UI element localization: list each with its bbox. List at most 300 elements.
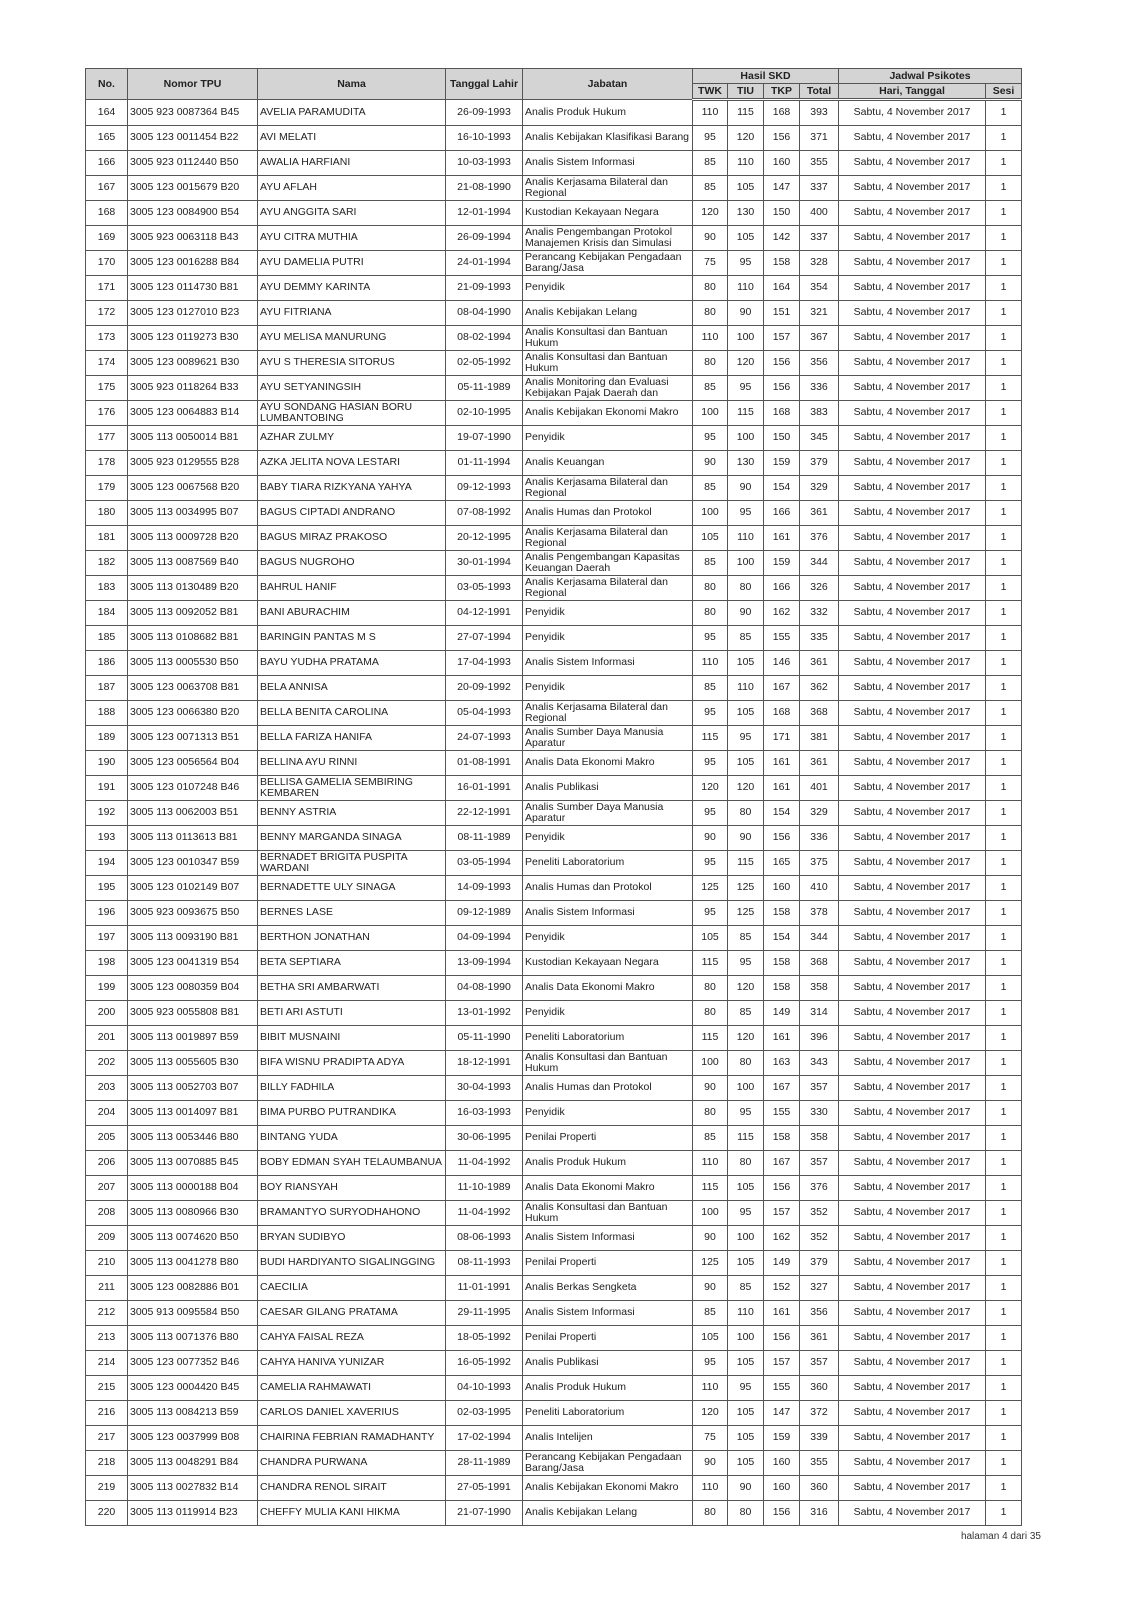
cell-tiu-text: 105 (736, 1407, 755, 1419)
cell-total-text: 327 (810, 1282, 828, 1294)
cell-tanggal-lahir (446, 126, 523, 151)
cell-tiu (728, 676, 764, 701)
cell-hari-tanggal-text: Sabtu, 4 November 2017 (853, 732, 971, 744)
cell-total-text: 357 (810, 1082, 828, 1094)
cell-tanggal-lahir-text: 20-12-1995 (457, 532, 511, 544)
cell-jabatan (523, 1276, 693, 1301)
cell-hari-tanggal-text: Sabtu, 4 November 2017 (853, 282, 971, 294)
cell-tiu-text: 105 (736, 657, 755, 669)
table-row (86, 1201, 1022, 1226)
cell-twk-text: 115 (701, 1032, 719, 1044)
cell-total (800, 1401, 839, 1426)
cell-nama (258, 1376, 446, 1401)
table-row (86, 1276, 1022, 1301)
cell-nama-text: CHANDRA PURWANA (260, 1457, 368, 1469)
cell-sesi (986, 501, 1022, 526)
cell-nomor-tpu-text: 3005 113 0053446 B80 (130, 1132, 239, 1144)
cell-nama-text: BERNADET BRIGITA PUSPITA WARDANI (260, 851, 408, 874)
cell-sesi-text: 1 (1000, 1007, 1007, 1019)
cell-tanggal-lahir-text: 08-11-1993 (457, 1257, 511, 1269)
cell-hari-tanggal (839, 1151, 986, 1176)
cell-tiu-text: 105 (736, 1432, 755, 1444)
cell-nomor-tpu-text: 3005 113 0055605 B30 (130, 1057, 239, 1069)
cell-nomor-tpu-text: 3005 123 0041319 B54 (130, 957, 240, 969)
cell-nomor-tpu-text: 3005 123 0089621 B30 (130, 357, 240, 369)
cell-nomor-tpu (128, 826, 258, 851)
cell-nomor-tpu (128, 176, 258, 201)
cell-twk-text: 95 (704, 1357, 716, 1369)
cell-jabatan-text: Penilai Properti (525, 1332, 597, 1344)
cell-nomor-tpu (128, 526, 258, 551)
cell-tkp (764, 801, 800, 826)
cell-tkp-text: 146 (772, 657, 791, 669)
cell-nomor-tpu-text: 3005 113 0071376 B80 (130, 1332, 239, 1344)
cell-nama-text: BUDI HARDIYANTO SIGALINGGING (260, 1257, 436, 1269)
cell-jabatan (523, 576, 693, 601)
cell-tiu (728, 901, 764, 926)
cell-twk (693, 201, 728, 226)
cell-nomor-tpu-text: 3005 123 0004420 B45 (130, 1382, 240, 1394)
cell-tiu (728, 826, 764, 851)
cell-tiu (728, 1176, 764, 1201)
cell-sesi-text: 1 (1000, 432, 1007, 444)
cell-sesi-text: 1 (1000, 1082, 1007, 1094)
table-row (86, 301, 1022, 326)
cell-twk-text: 85 (704, 382, 716, 394)
cell-nama (258, 926, 446, 951)
cell-tiu (728, 1151, 764, 1176)
cell-hari-tanggal (839, 676, 986, 701)
cell-hari-tanggal-text: Sabtu, 4 November 2017 (853, 682, 971, 694)
cell-jabatan-text: Analis Kebijakan Ekonomi Makro (525, 1482, 679, 1494)
table-row (86, 601, 1022, 626)
cell-sesi-text: 1 (1000, 582, 1007, 594)
cell-no-text: 185 (97, 632, 116, 644)
cell-tiu-text: 105 (736, 1182, 755, 1194)
table-row (86, 751, 1022, 776)
cell-twk (693, 851, 728, 876)
cell-total (800, 801, 839, 826)
col-header-hari-tanggal: Hari, Tanggal (839, 84, 986, 100)
cell-twk-text: 120 (701, 1407, 719, 1419)
cell-jabatan (523, 226, 693, 251)
cell-tanggal-lahir (446, 501, 523, 526)
cell-nama (258, 151, 446, 176)
cell-hari-tanggal-text: Sabtu, 4 November 2017 (853, 1407, 971, 1419)
cell-nama-text: AYU MELISA MANURUNG (260, 332, 387, 344)
cell-hari-tanggal-text: Sabtu, 4 November 2017 (853, 307, 971, 319)
cell-tanggal-lahir (446, 401, 523, 426)
cell-nama-text: CAHYA FAISAL REZA (260, 1332, 364, 1344)
cell-sesi (986, 201, 1022, 226)
cell-nama-text: BOY RIANSYAH (260, 1182, 338, 1194)
cell-nama (258, 776, 446, 801)
cell-sesi-text: 1 (1000, 982, 1007, 994)
cell-nama-text: AYU CITRA MUTHIA (260, 232, 358, 244)
cell-no (86, 1051, 128, 1076)
cell-twk-text: 110 (701, 1482, 719, 1494)
cell-hari-tanggal (839, 1276, 986, 1301)
cell-tkp-text: 168 (772, 107, 791, 119)
cell-total (800, 1001, 839, 1026)
cell-tanggal-lahir-text: 09-12-1993 (457, 482, 511, 494)
cell-hari-tanggal (839, 326, 986, 351)
cell-tiu-text: 105 (736, 1457, 755, 1469)
cell-jabatan (523, 1301, 693, 1326)
cell-tkp (764, 226, 800, 251)
cell-sesi (986, 551, 1022, 576)
cell-tiu (728, 776, 764, 801)
cell-tkp-text: 161 (772, 757, 791, 769)
cell-nama-text: AYU SONDANG HASIAN BORU LUMBANTOBING (260, 401, 413, 424)
cell-total (800, 326, 839, 351)
cell-jabatan (523, 1176, 693, 1201)
cell-twk (693, 126, 728, 151)
cell-nama-text: BELA ANNISA (260, 682, 328, 694)
cell-tiu (728, 1276, 764, 1301)
cell-tkp-text: 149 (772, 1007, 791, 1019)
cell-tkp (764, 1351, 800, 1376)
cell-sesi (986, 1351, 1022, 1376)
cell-hari-tanggal (839, 1251, 986, 1276)
cell-tiu-text: 80 (739, 807, 752, 819)
cell-tanggal-lahir (446, 1101, 523, 1126)
cell-hari-tanggal-text: Sabtu, 4 November 2017 (853, 482, 971, 494)
cell-tkp (764, 851, 800, 876)
cell-sesi (986, 1151, 1022, 1176)
cell-tiu-text: 100 (736, 332, 755, 344)
cell-total-text: 368 (810, 957, 828, 969)
table-row (86, 1376, 1022, 1401)
cell-hari-tanggal (839, 1451, 986, 1476)
cell-no-text: 172 (97, 307, 116, 319)
cell-jabatan (523, 526, 693, 551)
cell-sesi-text: 1 (1000, 482, 1007, 494)
cell-tkp-text: 156 (772, 1507, 791, 1519)
cell-tanggal-lahir-text: 04-09-1994 (457, 932, 511, 944)
cell-nama-text: AVELIA PARAMUDITA (260, 106, 366, 118)
cell-tiu (728, 1301, 764, 1326)
cell-tkp (764, 401, 800, 426)
cell-nama-text: BERNES LASE (260, 907, 333, 919)
cell-nama (258, 601, 446, 626)
cell-sesi (986, 1076, 1022, 1101)
cell-tanggal-lahir-text: 30-06-1995 (457, 1132, 511, 1144)
cell-tiu-text: 105 (736, 232, 755, 244)
cell-no (86, 426, 128, 451)
cell-sesi-text: 1 (1000, 1282, 1007, 1294)
cell-tiu (728, 100, 764, 126)
cell-total (800, 1301, 839, 1326)
cell-nama-text: BELLINA AYU RINNI (260, 757, 358, 769)
cell-hari-tanggal-text: Sabtu, 4 November 2017 (853, 1432, 971, 1444)
cell-total (800, 151, 839, 176)
cell-nomor-tpu-text: 3005 113 0019897 B59 (130, 1032, 239, 1044)
cell-total-text: 371 (810, 132, 828, 144)
cell-nama-text: AZKA JELITA NOVA LESTARI (260, 457, 401, 469)
cell-nama-text: BRYAN SUDIBYO (260, 1232, 346, 1244)
cell-tiu-text: 95 (739, 732, 752, 744)
cell-total-text: 345 (810, 432, 828, 444)
cell-jabatan-text: Analis Publikasi (525, 1357, 599, 1369)
cell-total-text: 358 (810, 982, 828, 994)
cell-total-text: 352 (810, 1232, 828, 1244)
cell-tiu (728, 451, 764, 476)
cell-tanggal-lahir (446, 1376, 523, 1401)
cell-total-text: 368 (810, 707, 828, 719)
cell-jabatan-text: Analis Produk Hukum (525, 1157, 626, 1169)
cell-twk (693, 926, 728, 951)
cell-tanggal-lahir-text: 05-11-1989 (457, 382, 511, 394)
cell-hari-tanggal (839, 751, 986, 776)
cell-sesi-text: 1 (1000, 407, 1007, 419)
cell-no (86, 126, 128, 151)
cell-hari-tanggal (839, 1401, 986, 1426)
cell-no (86, 351, 128, 376)
cell-tkp (764, 201, 800, 226)
cell-sesi (986, 100, 1022, 126)
cell-tiu (728, 1001, 764, 1026)
cell-total (800, 726, 839, 751)
cell-tkp (764, 1251, 800, 1276)
cell-tanggal-lahir-text: 01-08-1991 (457, 757, 511, 769)
table-row (86, 676, 1022, 701)
cell-tanggal-lahir (446, 1201, 523, 1226)
cell-total (800, 951, 839, 976)
cell-hari-tanggal-text: Sabtu, 4 November 2017 (853, 707, 971, 719)
cell-tiu (728, 1026, 764, 1051)
cell-no (86, 201, 128, 226)
cell-tkp (764, 301, 800, 326)
cell-tanggal-lahir-text: 08-11-1989 (457, 832, 511, 844)
cell-tanggal-lahir-text: 03-05-1993 (457, 582, 511, 594)
cell-nomor-tpu-text: 3005 123 0119273 B30 (130, 332, 239, 344)
cell-sesi-text: 1 (1000, 1482, 1007, 1494)
cell-tkp-text: 168 (772, 707, 791, 719)
cell-twk-text: 110 (701, 107, 719, 119)
cell-tiu (728, 126, 764, 151)
cell-jabatan-text: Analis Data Ekonomi Makro (525, 982, 655, 994)
cell-sesi-text: 1 (1000, 307, 1007, 319)
cell-nama-text: BENNY ASTRIA (260, 807, 337, 819)
table-row (86, 126, 1022, 151)
cell-total (800, 701, 839, 726)
cell-tiu (728, 1226, 764, 1251)
cell-total (800, 1101, 839, 1126)
cell-tkp (764, 1151, 800, 1176)
cell-tiu (728, 801, 764, 826)
table-row (86, 426, 1022, 451)
cell-twk-text: 120 (701, 207, 719, 219)
cell-hari-tanggal (839, 1176, 986, 1201)
cell-no-text: 203 (97, 1082, 116, 1094)
cell-hari-tanggal-text: Sabtu, 4 November 2017 (853, 807, 971, 819)
cell-nomor-tpu-text: 3005 123 0037999 B08 (130, 1432, 240, 1444)
cell-twk (693, 426, 728, 451)
cell-tanggal-lahir (446, 1501, 523, 1526)
cell-tkp-text: 166 (772, 507, 791, 519)
cell-total (800, 926, 839, 951)
cell-nama-text: AYU FITRIANA (260, 307, 332, 319)
cell-total (800, 676, 839, 701)
cell-sesi-text: 1 (1000, 1232, 1007, 1244)
cell-sesi (986, 126, 1022, 151)
cell-tanggal-lahir-text: 28-11-1989 (457, 1457, 511, 1469)
cell-jabatan (523, 476, 693, 501)
cell-jabatan-text: Analis Sistem Informasi (525, 1232, 635, 1244)
cell-no-text: 215 (97, 1382, 116, 1394)
cell-sesi-text: 1 (1000, 682, 1007, 694)
cell-nomor-tpu-text: 3005 123 0064883 B14 (130, 407, 240, 419)
cell-tkp (764, 126, 800, 151)
cell-twk-text: 75 (704, 257, 716, 269)
cell-jabatan-text: Analis Sistem Informasi (525, 1307, 635, 1319)
cell-nama (258, 551, 446, 576)
cell-no (86, 576, 128, 601)
cell-total (800, 401, 839, 426)
cell-nama (258, 1226, 446, 1251)
cell-tanggal-lahir-text: 08-02-1994 (457, 332, 511, 344)
cell-sesi (986, 1251, 1022, 1276)
cell-sesi (986, 1026, 1022, 1051)
cell-no-text: 180 (97, 507, 116, 519)
cell-tanggal-lahir-text: 05-04-1993 (457, 707, 511, 719)
cell-tiu-text: 95 (739, 1382, 752, 1394)
cell-no-text: 176 (97, 407, 116, 419)
cell-tiu (728, 601, 764, 626)
cell-tiu (728, 651, 764, 676)
cell-nama (258, 876, 446, 901)
col-header-nama: Nama (258, 69, 446, 100)
cell-total-text: 396 (810, 1032, 828, 1044)
cell-jabatan (523, 851, 693, 876)
cell-jabatan (523, 1501, 693, 1526)
cell-no (86, 451, 128, 476)
cell-tiu (728, 526, 764, 551)
table-row (86, 1176, 1022, 1201)
cell-jabatan (523, 1151, 693, 1176)
cell-total-text: 379 (810, 457, 828, 469)
cell-tiu-text: 130 (736, 457, 755, 469)
cell-nama-text: CAHYA HANIVA YUNIZAR (260, 1357, 385, 1369)
cell-total (800, 426, 839, 451)
cell-hari-tanggal (839, 1026, 986, 1051)
cell-total-text: 361 (810, 1332, 828, 1344)
cell-tiu (728, 576, 764, 601)
cell-jabatan (523, 251, 693, 276)
cell-no-text: 210 (97, 1257, 116, 1269)
cell-no-text: 188 (97, 707, 116, 719)
cell-tkp (764, 1026, 800, 1051)
cell-jabatan-text: Analis Data Ekonomi Makro (525, 757, 655, 769)
cell-nomor-tpu (128, 100, 258, 126)
cell-nomor-tpu (128, 1201, 258, 1226)
cell-tiu (728, 951, 764, 976)
cell-no-text: 174 (97, 357, 116, 369)
cell-no-text: 186 (97, 657, 116, 669)
cell-total-text: 362 (810, 682, 828, 694)
cell-no-text: 199 (97, 982, 116, 994)
cell-twk (693, 801, 728, 826)
cell-nama (258, 726, 446, 751)
cell-tkp (764, 1426, 800, 1451)
table-row (86, 1101, 1022, 1126)
cell-nama-text: CHANDRA RENOL SIRAIT (260, 1482, 387, 1494)
cell-no-text: 175 (97, 382, 116, 394)
cell-no-text: 179 (97, 482, 116, 494)
cell-jabatan-text: Analis Kerjasama Bilateral dan Regional (525, 176, 668, 199)
cell-nomor-tpu-text: 3005 113 0062003 B51 (130, 807, 239, 819)
cell-twk (693, 326, 728, 351)
cell-jabatan (523, 901, 693, 926)
cell-jabatan-text: Analis Data Ekonomi Makro (525, 1182, 655, 1194)
table-row (86, 451, 1022, 476)
cell-hari-tanggal (839, 401, 986, 426)
cell-tanggal-lahir (446, 476, 523, 501)
cell-total-text: 356 (810, 1307, 828, 1319)
cell-tiu-text: 85 (739, 1007, 752, 1019)
cell-nama-text: AYU SETYANINGSIH (260, 382, 362, 394)
cell-sesi (986, 576, 1022, 601)
cell-hari-tanggal (839, 1001, 986, 1026)
cell-no (86, 151, 128, 176)
cell-nomor-tpu (128, 1176, 258, 1201)
cell-total (800, 901, 839, 926)
cell-no-text: 167 (97, 182, 116, 194)
cell-nomor-tpu-text: 3005 123 0084900 B54 (130, 207, 240, 219)
cell-nomor-tpu (128, 1326, 258, 1351)
cell-nomor-tpu-text: 3005 113 0093190 B81 (130, 932, 239, 944)
cell-nama (258, 476, 446, 501)
cell-no (86, 651, 128, 676)
cell-tanggal-lahir-text: 21-08-1990 (457, 182, 511, 194)
table-row (86, 351, 1022, 376)
cell-tkp-text: 158 (772, 257, 791, 269)
cell-tiu-text: 120 (736, 132, 755, 144)
cell-twk (693, 151, 728, 176)
cell-tanggal-lahir (446, 1476, 523, 1501)
cell-sesi (986, 1051, 1022, 1076)
cell-sesi-text: 1 (1000, 1107, 1007, 1119)
cell-tkp-text: 161 (772, 782, 791, 794)
cell-tkp (764, 626, 800, 651)
cell-hari-tanggal-text: Sabtu, 4 November 2017 (853, 507, 971, 519)
cell-total (800, 851, 839, 876)
cell-jabatan (523, 1451, 693, 1476)
cell-twk (693, 376, 728, 401)
cell-tiu-text: 110 (737, 532, 754, 544)
cell-twk (693, 1001, 728, 1026)
cell-sesi (986, 626, 1022, 651)
cell-twk (693, 1426, 728, 1451)
cell-hari-tanggal (839, 1351, 986, 1376)
cell-total-text: 376 (810, 1182, 828, 1194)
cell-tkp-text: 157 (772, 332, 791, 344)
cell-total (800, 1426, 839, 1451)
cell-twk-text: 80 (704, 607, 716, 619)
cell-twk (693, 951, 728, 976)
cell-tanggal-lahir-text: 11-04-1992 (457, 1157, 511, 1169)
cell-jabatan (523, 1126, 693, 1151)
cell-tkp (764, 1376, 800, 1401)
cell-jabatan-text: Analis Sistem Informasi (525, 907, 635, 919)
cell-tanggal-lahir (446, 1401, 523, 1426)
cell-hari-tanggal (839, 801, 986, 826)
cell-sesi-text: 1 (1000, 1432, 1007, 1444)
cell-total (800, 1326, 839, 1351)
cell-nama (258, 201, 446, 226)
cell-jabatan (523, 426, 693, 451)
